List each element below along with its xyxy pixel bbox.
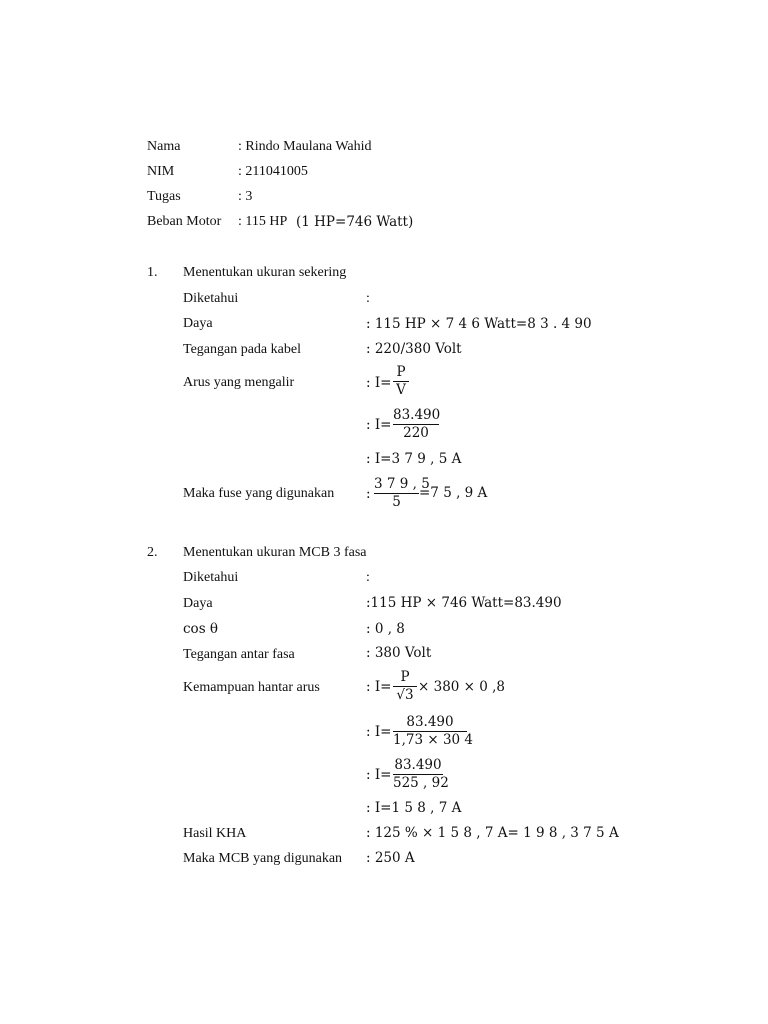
- equation-prefix: : I=: [366, 767, 392, 783]
- mcb-label: Maka MCB yang digunakan: [183, 851, 343, 866]
- fraction-fuse: [374, 476, 430, 510]
- fraction-numerator: 3 7 9 , 5: [374, 476, 430, 492]
- fraction-denominator: V: [396, 382, 406, 398]
- fraction-numerator: P: [396, 364, 406, 380]
- tugas-label: Tugas: [147, 189, 181, 204]
- diketahui-label: Diketahui: [183, 291, 239, 306]
- fraction-denominator: 1,73 × 30 4: [393, 732, 474, 748]
- daya-label: Daya: [183, 596, 213, 611]
- section-title: Menentukan ukuran MCB 3 fasa: [183, 545, 367, 560]
- fraction-numerator: P: [400, 669, 410, 685]
- fraction-numerator: 83.490: [394, 757, 442, 773]
- beban-motor-label: Beban Motor: [147, 214, 222, 229]
- fraction-p-over-root3: [393, 670, 417, 703]
- fuse-prefix: :: [366, 486, 371, 502]
- diketahui-label: Diketahui: [183, 570, 239, 585]
- equation-prefix: : I=: [366, 679, 392, 695]
- mcb-value: : 250 A: [366, 850, 415, 866]
- fraction-denominator: 525 , 92: [393, 775, 449, 791]
- cos-value: : 0 , 8: [366, 621, 405, 637]
- daya-value: : 115 HP × 7 4 6 Watt=8 3 . 4 90: [366, 316, 592, 332]
- fraction-numerator: 83.490: [393, 407, 441, 423]
- nim-value: : 211041005: [238, 164, 308, 179]
- section-number: 2.: [147, 545, 158, 560]
- tegangan-label: Tegangan antar fasa: [183, 647, 295, 662]
- cos-label: cos θ: [183, 621, 219, 637]
- equation-prefix: : I=: [366, 375, 392, 391]
- section-title: Menentukan ukuran sekering: [183, 265, 347, 280]
- fraction-current: [393, 757, 449, 791]
- hp-conversion-formula: (1 HP=746 Watt): [296, 214, 414, 230]
- fraction-numerator: 83.490: [406, 714, 454, 730]
- tegangan-value: : 380 Volt: [366, 645, 432, 661]
- diketahui-value: :: [366, 291, 370, 306]
- fraction-p-over-v: [393, 365, 409, 398]
- kha-label: Kemampuan hantar arus: [183, 680, 320, 695]
- current-result: : I=3 7 9 , 5 A: [366, 451, 462, 467]
- diketahui-value: :: [366, 570, 370, 585]
- nim-label: NIM: [147, 164, 175, 179]
- equation-suffix: × 380 × 0 ,8: [418, 679, 506, 695]
- daya-label: Daya: [183, 316, 213, 331]
- daya-value: :115 HP × 746 Watt=83.490: [366, 595, 562, 611]
- equation-prefix: : I=: [366, 417, 392, 433]
- nama-label: Nama: [147, 139, 181, 154]
- hasil-kha-value: : 125 % × 1 5 8 , 7 A= 1 9 8 , 3 7 5 A: [366, 825, 619, 841]
- fraction-denominator: √3: [396, 687, 414, 703]
- tegangan-value: : 220/380 Volt: [366, 341, 462, 357]
- fraction-denominator: 5: [392, 494, 401, 510]
- tegangan-label: Tegangan pada kabel: [183, 342, 301, 357]
- beban-motor-value: : 115 HP: [238, 214, 288, 229]
- hasil-kha-label: Hasil KHA: [183, 826, 247, 841]
- fraction-denominator: 220: [403, 425, 429, 441]
- nama-value: : Rindo Maulana Wahid: [238, 139, 372, 154]
- tugas-value: : 3: [238, 189, 253, 204]
- section-number: 1.: [147, 265, 158, 280]
- current-result: : I=1 5 8 , 7 A: [366, 800, 462, 816]
- arus-label: Arus yang mengalir: [183, 375, 295, 390]
- fraction-current: [393, 714, 474, 748]
- fuse-label: Maka fuse yang digunakan: [183, 486, 335, 501]
- equation-prefix: : I=: [366, 724, 392, 740]
- fraction-current: [393, 408, 439, 441]
- fuse-result: =7 5 , 9 A: [419, 485, 488, 501]
